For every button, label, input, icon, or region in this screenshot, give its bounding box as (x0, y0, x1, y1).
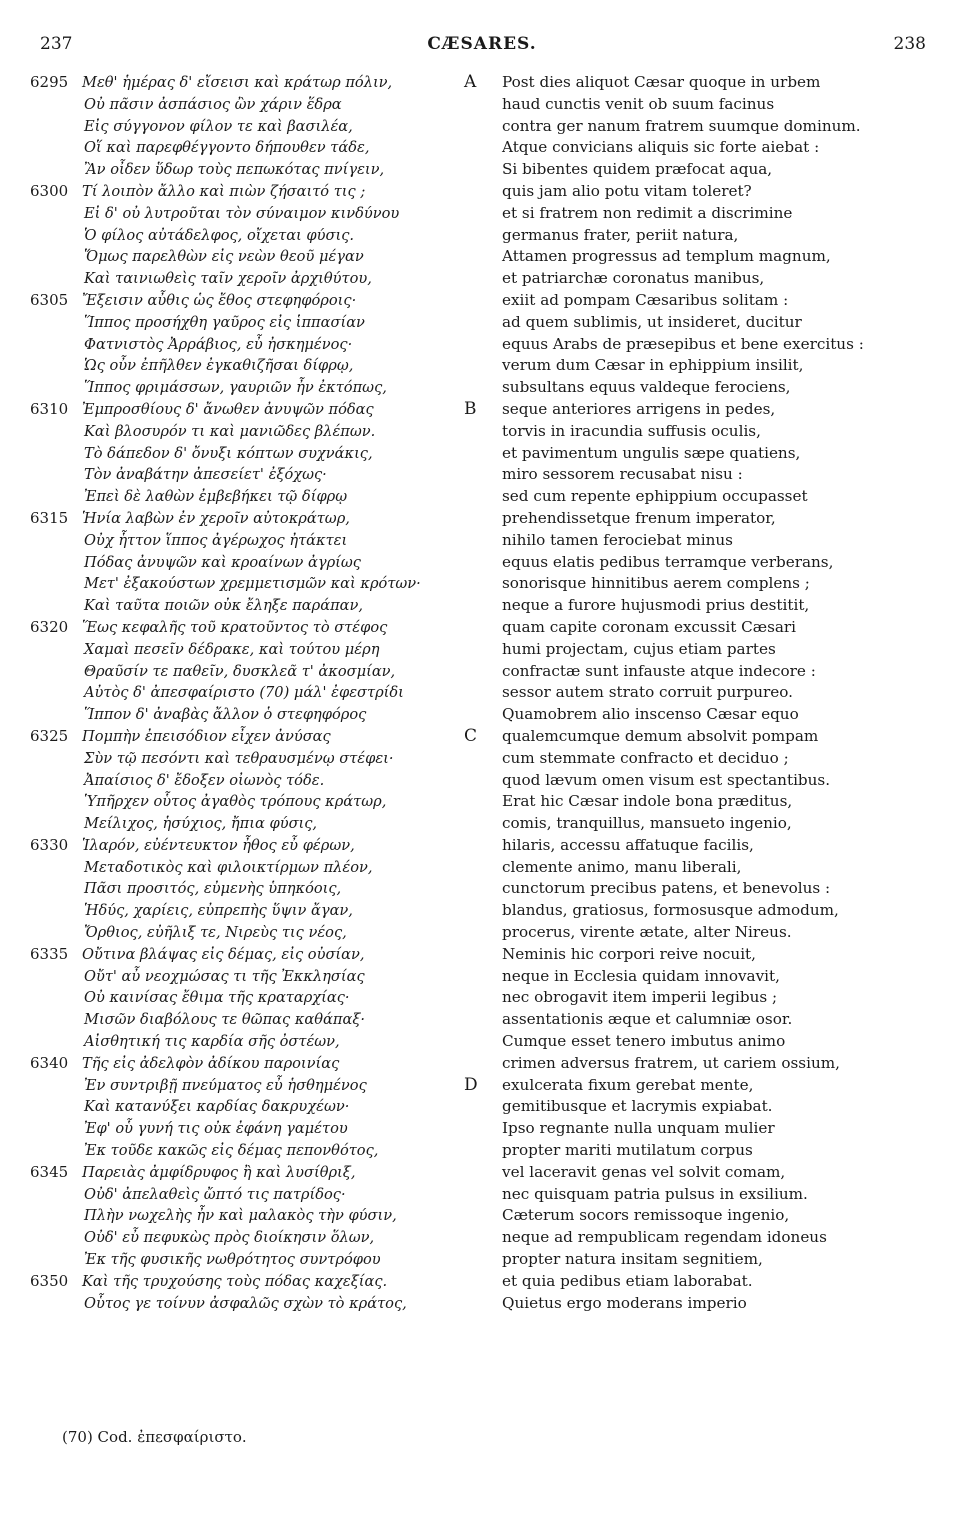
greek-verse-text: Οὐδ' ἀπελαθεὶς ὤπτό τις πατρίδος· (84, 1185, 346, 1203)
verse-number: 6335 (30, 944, 69, 963)
greek-verse-text: Ἐκ τοῦδε κακῶς εἰς δέμας πεπονθότος, (84, 1142, 379, 1160)
greek-verse-text: Ὅμως παρελθὼν εἰς νεὼν θεοῦ μέγαν (84, 248, 364, 266)
left-page-number: 237 (40, 34, 73, 54)
greek-verse-text: Ὑπῆρχεν οὗτος ἀγαθὸς τρόπους κράτωρ, (84, 793, 387, 811)
verse-number: 6340 (30, 1053, 69, 1072)
greek-verse-line (30, 1075, 450, 1097)
latin-line-text: sessor autem strato corruit purpureo. (502, 683, 794, 702)
greek-verse-line (30, 1118, 450, 1140)
greek-verse-text: Πᾶσι προσιτός, εὐμενὴς ὑπηκόοις, (84, 880, 342, 898)
greek-verse-line (30, 987, 450, 1009)
latin-line (492, 704, 932, 726)
greek-verse-line (30, 137, 450, 159)
latin-line (492, 159, 932, 181)
latin-line (492, 181, 932, 203)
greek-verse-line (30, 1293, 450, 1315)
greek-verse-text: Σὺν τῷ πεσόντι καὶ τεθραυσμένῳ στέφει· (84, 749, 394, 767)
latin-line (492, 508, 932, 530)
greek-verse-line (30, 486, 450, 508)
latin-line-text: Si bibentes quidem præfocat aqua, (502, 160, 773, 179)
latin-line (492, 334, 932, 356)
greek-verse-line (30, 225, 450, 247)
latin-line (492, 1096, 932, 1118)
greek-verse-line (30, 661, 450, 683)
greek-verse-line (30, 552, 450, 574)
latin-line-text: hilaris, accessu affatuque facilis, (502, 835, 754, 854)
latin-line (492, 1118, 932, 1140)
latin-line-text: crimen adversus fratrem, ut cariem ossium, (502, 1053, 840, 1072)
latin-line (492, 966, 932, 988)
greek-verse-line (30, 617, 450, 639)
latin-line-text: exulcerata fixum gerebat mente, (502, 1075, 754, 1094)
latin-line-text: propter natura insitam segnitiem, (502, 1250, 763, 1269)
greek-verse-line (30, 857, 450, 879)
greek-verse-line (30, 421, 450, 443)
verse-number: 6310 (30, 399, 69, 418)
latin-line (492, 552, 932, 574)
greek-verse-text: Οὐ καινίσας ἔθιμα τῆς κραταρχίας· (84, 989, 350, 1007)
greek-verse-line (30, 748, 450, 770)
latin-line (492, 1140, 932, 1162)
latin-line-text: Erat hic Cæsar indole bona præditus, (502, 792, 793, 811)
verse-number: 6295 (30, 73, 69, 91)
greek-verse-text: Οὐ πᾶσιν ἀσπάσιος ὢν χάριν ἕδρα (84, 95, 342, 113)
greek-verse-line (30, 355, 450, 377)
greek-verse-text: Οἵ καὶ παρεφθέγγοντο δήπουθεν τάδε, (84, 139, 370, 157)
latin-line-text: sonorisque hinnitibus aerem complens ; (502, 574, 810, 593)
latin-line (492, 1271, 932, 1293)
greek-verse-line (30, 464, 450, 486)
latin-line (492, 900, 932, 922)
latin-line (492, 573, 932, 595)
greek-verse-text: Ἡνία λαβὼν ἐν χεροῖν αὐτοκράτωρ, (82, 509, 350, 527)
verse-number: 6345 (30, 1162, 69, 1181)
latin-line-text: prehendissetque frenum imperator, (502, 508, 776, 527)
greek-verse-line (30, 878, 450, 900)
latin-line (492, 922, 932, 944)
greek-verse-line (30, 530, 450, 552)
latin-line (492, 137, 932, 159)
latin-line-text: gemitibusque et lacrymis expiabat. (502, 1097, 773, 1116)
latin-line (492, 1227, 932, 1249)
latin-line-text: equus elatis pedibus terramque verberans, (502, 552, 834, 571)
latin-line (492, 791, 932, 813)
greek-verse-line (30, 1031, 450, 1053)
greek-verse-text: Ἐφ' οὗ γυνή τις οὐκ ἐφάνη γαμέτου (84, 1120, 348, 1138)
latin-line-text: verum dum Cæsar in ephippium insilit, (502, 356, 804, 375)
greek-verse-line (30, 72, 450, 94)
latin-line (492, 682, 932, 704)
latin-line (464, 398, 932, 421)
greek-verse-text: Ἀπαίσιος δ' ἔδοξεν οἰωνὸς τόδε. (84, 771, 325, 789)
greek-verse-text: Ἡδύς, χαρίεις, εὐπρεπὴς ὕψιν ἄγαν, (84, 902, 353, 920)
latin-line (492, 225, 932, 247)
right-page-number: 238 (893, 34, 926, 54)
latin-line-text: equus Arabs de præsepibus et bene exercitus : (502, 334, 864, 353)
greek-verse-text: Αὐτὸς δ' ἀπεσφαίριστο (70) μάλ' ἐφεστρίδι (84, 684, 404, 702)
greek-verse-line (30, 922, 450, 944)
footnote: (70) Cod. ἐπεσφαίριστο. (62, 1428, 247, 1446)
greek-verse-line (30, 399, 450, 421)
greek-verse-line (30, 900, 450, 922)
greek-verse-text: Καὶ ταῦτα ποιῶν οὐκ ἔληξε παράπαν, (84, 597, 364, 615)
greek-verse-text: Καὶ κατανύξει καρδίας δακρυχέων· (84, 1098, 350, 1116)
greek-verse-line (30, 835, 450, 857)
greek-verse-text: Οὐδ' εὖ πεφυκὼς πρὸς διοίκησιν ὅλων, (84, 1229, 375, 1247)
greek-text-column (30, 72, 450, 1314)
greek-verse-text: Καὶ βλοσυρόν τι καὶ μανιῶδες βλέπων. (84, 422, 376, 440)
latin-line (492, 486, 932, 508)
latin-line (492, 1293, 932, 1315)
latin-line-text: vel laceravit genas vel solvit comam, (502, 1162, 786, 1181)
latin-line-text: seque anteriores arrigens in pedes, (502, 399, 776, 418)
latin-line-text: sed cum repente ephippium occupasset (502, 487, 808, 506)
greek-verse-line (30, 443, 450, 465)
latin-line-text: propter mariti mutilatum corpus (502, 1141, 753, 1160)
greek-verse-text: Χαμαὶ πεσεῖν δέδρακε, καὶ τούτου μέρη (84, 640, 380, 658)
latin-line-text: cum stemmate confracto et deciduo ; (502, 748, 789, 767)
latin-translation-column (464, 72, 932, 1314)
greek-verse-line (30, 312, 450, 334)
running-title: CÆSARES. (427, 34, 537, 54)
verse-number: 6330 (30, 835, 69, 854)
latin-line-text: quis jam alio potu vitam toleret? (502, 181, 752, 200)
latin-line (492, 116, 932, 138)
greek-verse-line (30, 1096, 450, 1118)
greek-verse-line (30, 1009, 450, 1031)
greek-verse-text: Μείλιχος, ἡσύχιος, ἤπια φύσις, (84, 815, 318, 833)
latin-line-text: cunctorum precibus patens, et benevolus : (502, 879, 831, 898)
latin-line (492, 813, 932, 835)
latin-line-text: confractæ sunt infauste atque indecore : (502, 661, 816, 680)
latin-line (492, 203, 932, 225)
section-marker: D (464, 1074, 478, 1095)
latin-line (492, 1162, 932, 1184)
latin-line-text: subsultans equus valdeque ferociens, (502, 378, 791, 397)
greek-verse-text: Πομπὴν ἐπεισόδιον εἶχεν ἀνύσας (82, 727, 331, 745)
greek-verse-text: Ἱλαρόν, εὐέντευκτον ἦθος εὖ φέρων, (82, 836, 355, 854)
greek-verse-text: Μεθ' ἡμέρας δ' εἴσεισι καὶ κράτωρ πόλιν, (82, 74, 393, 91)
latin-line-text: blandus, gratiosus, formosusque admodum, (502, 901, 839, 920)
latin-line (492, 1053, 932, 1075)
latin-line-text: clemente animo, manu liberali, (502, 857, 742, 876)
latin-line-text: nihilo tamen ferociebat minus (502, 530, 733, 549)
latin-line-text: neque a furore hujusmodi prius destitit, (502, 596, 810, 615)
greek-verse-line (30, 1249, 450, 1271)
latin-line (464, 72, 932, 94)
greek-verse-text: Ἵππον δ' ἀναβὰς ἄλλον ὁ στεφηφόρος (84, 706, 367, 724)
greek-verse-text: Ἐπεὶ δὲ λαθὼν ἐμβεβήκει τῷ δίφρῳ (84, 488, 348, 506)
greek-verse-text: Ἂν οἶδεν ὕδωρ τοὺς πεπωκότας πνίγειν, (84, 161, 385, 179)
greek-verse-line (30, 791, 450, 813)
latin-line (492, 1184, 932, 1206)
latin-line (492, 595, 932, 617)
latin-line (492, 1031, 932, 1053)
greek-verse-line (30, 1162, 450, 1184)
latin-line-text: nec obrogavit item imperii legibus ; (502, 988, 778, 1007)
latin-line (464, 1074, 932, 1097)
greek-verse-line (30, 334, 450, 356)
latin-line-text: comis, tranquillus, mansueto ingenio, (502, 814, 792, 833)
section-marker: B (464, 398, 477, 419)
greek-verse-line (30, 1271, 450, 1293)
latin-line-text: contra ger nanum fratrem suumque dominum. (502, 116, 861, 135)
latin-line (492, 355, 932, 377)
latin-line-text: et quia pedibus etiam laborabat. (502, 1271, 753, 1290)
latin-line (492, 944, 932, 966)
page-header (0, 34, 964, 58)
greek-verse-text: Οὔτινα βλάψας εἰς δέμας, εἰς οὐσίαν, (82, 945, 365, 963)
greek-verse-text: Τί λοιπὸν ἄλλο καὶ πιὼν ζήσαιτό τις ; (82, 182, 366, 200)
greek-verse-line (30, 573, 450, 595)
latin-line (492, 246, 932, 268)
greek-verse-line (30, 966, 450, 988)
greek-verse-text: Οὐχ ἧττον ἵππος ἀγέρωχος ἠτάκτει (84, 531, 348, 549)
greek-verse-text: Τὸν ἀναβάτην ἀπεσείετ' ἐξόχως· (84, 466, 327, 484)
greek-verse-line (30, 1140, 450, 1162)
latin-line-text: Post dies aliquot Cæsar quoque in urbem (502, 73, 821, 91)
latin-line-text: nec quisquam patria pulsus in exsilium. (502, 1184, 808, 1203)
greek-verse-line (30, 595, 450, 617)
greek-verse-text: Αἰσθητική τις καρδία σῆς ὀστέων, (84, 1033, 340, 1051)
latin-line-text: humi projectam, cujus etiam partes (502, 639, 776, 658)
greek-verse-text: Εἰς σύγγονον φίλον τε καὶ βασιλέα, (84, 117, 353, 135)
greek-verse-line (30, 682, 450, 704)
latin-line-text: Attamen progressus ad templum magnum, (502, 247, 831, 266)
section-marker: A (464, 72, 477, 92)
greek-verse-line (30, 770, 450, 792)
greek-verse-text: Πόδας ἀνυψῶν καὶ κροαίνων ἀγρίως (84, 553, 361, 571)
latin-line-text: Quietus ergo moderans imperio (502, 1293, 747, 1312)
greek-verse-text: Πλὴν νωχελὴς ἦν καὶ μαλακὸς τὴν φύσιν, (84, 1207, 397, 1225)
latin-line (492, 290, 932, 312)
greek-verse-text: Ἕως κεφαλῆς τοῦ κρατοῦντος τὸ στέφος (82, 618, 388, 636)
greek-verse-text: Καὶ ταινιωθεὶς ταῖν χεροῖν ἀρχιθύτου, (84, 270, 372, 288)
latin-line (492, 421, 932, 443)
latin-line-text: procerus, virente ætate, alter Nireus. (502, 923, 792, 942)
greek-verse-text: Μισῶν διαβόλους τε θῶπας καθάπαξ· (84, 1011, 366, 1029)
greek-verse-text: Φατνιστὸς Ἀρράβιος, εὖ ἠσκημένος· (84, 335, 353, 353)
latin-line (492, 377, 932, 399)
greek-verse-line (30, 116, 450, 138)
greek-verse-line (30, 159, 450, 181)
latin-line-text: germanus frater, periit natura, (502, 225, 739, 244)
greek-verse-text: Οὗτος γε τοίνυν ἀσφαλῶς σχὼν τὸ κράτος, (84, 1294, 407, 1312)
latin-line (492, 443, 932, 465)
greek-verse-line (30, 726, 450, 748)
greek-verse-text: Ἐμπροσθίους δ' ἄνωθεν ἀνυψῶν πόδας (82, 400, 374, 418)
latin-line-text: torvis in iracundia suffusis oculis, (502, 421, 761, 440)
greek-verse-line (30, 704, 450, 726)
latin-line-text: quod lævum omen visum est spectantibus. (502, 770, 831, 789)
greek-verse-line (30, 944, 450, 966)
greek-verse-line (30, 377, 450, 399)
greek-verse-line (30, 181, 450, 203)
greek-verse-text: Ἵππος προσήχθη γαῦρος εἰς ἱππασίαν (84, 313, 365, 331)
latin-line (492, 1249, 932, 1271)
greek-verse-text: Μετ' ἐξακούστων χρεμμετισμῶν καὶ κρότων· (84, 575, 421, 593)
latin-line-text: et si fratrem non redimit a discrimine (502, 203, 793, 222)
greek-verse-line (30, 1053, 450, 1075)
latin-line (492, 770, 932, 792)
greek-verse-text: Καὶ τῆς τρυχούσης τοὺς πόδας καχεξίας. (82, 1272, 388, 1290)
greek-verse-line (30, 1227, 450, 1249)
latin-line-text: et pavimentum ungulis sæpe quatiens, (502, 443, 801, 462)
latin-line (492, 857, 932, 879)
latin-line-text: Neminis hic corpori reive nocuit, (502, 944, 756, 963)
greek-verse-text: Ἐκ τῆς φυσικῆς νωθρότητος συντρόφου (84, 1251, 381, 1269)
greek-verse-line (30, 246, 450, 268)
latin-line-text: qualemcumque demum absolvit pompam (502, 726, 819, 745)
verse-number: 6350 (30, 1271, 69, 1290)
greek-verse-text: Μεταδοτικὸς καὶ φιλοικτίρμων πλέον, (84, 858, 373, 876)
latin-line-text: neque ad rempublicam regendam idoneus (502, 1228, 827, 1247)
latin-line (492, 464, 932, 486)
latin-line (492, 530, 932, 552)
latin-line (492, 639, 932, 661)
latin-line (492, 878, 932, 900)
greek-verse-text: Ἐν συντριβῇ πνεύματος εὖ ἡσθημένος (84, 1076, 367, 1094)
verse-number: 6325 (30, 726, 69, 745)
verse-number: 6320 (30, 617, 69, 636)
latin-line (492, 268, 932, 290)
greek-verse-line (30, 813, 450, 835)
greek-verse-text: Παρειὰς ἀμφίδρυφος ἢ καὶ λυσίθριξ, (82, 1163, 356, 1181)
latin-line-text: et patriarchæ coronatus manibus, (502, 269, 765, 288)
greek-verse-line (30, 639, 450, 661)
greek-verse-line (30, 94, 450, 116)
latin-line-text: ad quem sublimis, ut insideret, ducitur (502, 312, 802, 331)
greek-verse-line (30, 268, 450, 290)
greek-verse-text: Ἵππος φριμάσσων, γαυριῶν ἦν ἐκτόπως, (84, 379, 387, 397)
latin-line (492, 312, 932, 334)
latin-line (492, 835, 932, 857)
latin-line-text: Cumque esset tenero imbutus animo (502, 1032, 786, 1051)
latin-line (464, 725, 932, 748)
greek-verse-text: Ὁ φίλος αὐτάδελφος, οἴχεται φύσις. (84, 226, 355, 244)
latin-line-text: miro sessorem recusabat nisu : (502, 465, 743, 484)
section-marker: C (464, 725, 478, 746)
greek-verse-text: Ὄρθιος, εὐῆλιξ τε, Νιρεὺς τις νέος, (84, 924, 347, 942)
latin-line-text: Atque convicians aliquis sic forte aiebat : (502, 138, 820, 157)
latin-line-text: Cæterum socors remissoque ingenio, (502, 1206, 790, 1225)
greek-verse-text: Τὸ δάπεδον δ' ὄνυξι κόπτων συχνάκις, (84, 444, 373, 462)
latin-line-text: haud cunctis venit ob suum facinus (502, 94, 775, 113)
latin-line-text: Ipso regnante nulla unquam mulier (502, 1119, 775, 1138)
latin-line-text: exiit ad pompam Cæsaribus solitam : (502, 290, 789, 309)
latin-line-text: Quamobrem alio inscenso Cæsar equo (502, 705, 799, 724)
greek-verse-line (30, 1184, 450, 1206)
latin-line (492, 987, 932, 1009)
latin-line-text: quam capite coronam excussit Cæsari (502, 617, 797, 636)
latin-line (492, 748, 932, 770)
latin-line (492, 1009, 932, 1031)
latin-line (492, 661, 932, 683)
latin-line (492, 617, 932, 639)
greek-verse-text: Τῆς εἰς ἀδελφὸν ἀδίκου παροινίας (82, 1054, 340, 1072)
greek-verse-text: Οὔτ' αὖ νεοχμώσας τι τῆς Ἐκκλησίας (84, 967, 365, 985)
greek-verse-text: Εἰ δ' οὐ λυτροῦται τὸν σύναιμον κινδύνου (84, 204, 400, 222)
latin-line (492, 1205, 932, 1227)
latin-line-text: assentationis æque et calumniæ osor. (502, 1010, 793, 1029)
greek-verse-line (30, 203, 450, 225)
greek-verse-line (30, 508, 450, 530)
greek-verse-line (30, 290, 450, 312)
greek-verse-text: Ἔξεισιν αὖθις ὡς ἔθος στεφηφόροις· (82, 291, 357, 309)
greek-verse-text: Θραῦσίν τε παθεῖν, δυσκλεᾶ τ' ἀκοσμίαν, (84, 662, 396, 680)
greek-verse-line (30, 1205, 450, 1227)
greek-verse-text: Ὡς οὖν ἐπῆλθεν ἐγκαθιζῆσαι δίφρῳ, (84, 357, 354, 375)
verse-number: 6315 (30, 508, 69, 527)
latin-line-text: neque in Ecclesia quidam innovavit, (502, 966, 780, 985)
verse-number: 6300 (30, 181, 69, 200)
latin-line (492, 94, 932, 116)
verse-number: 6305 (30, 290, 69, 309)
